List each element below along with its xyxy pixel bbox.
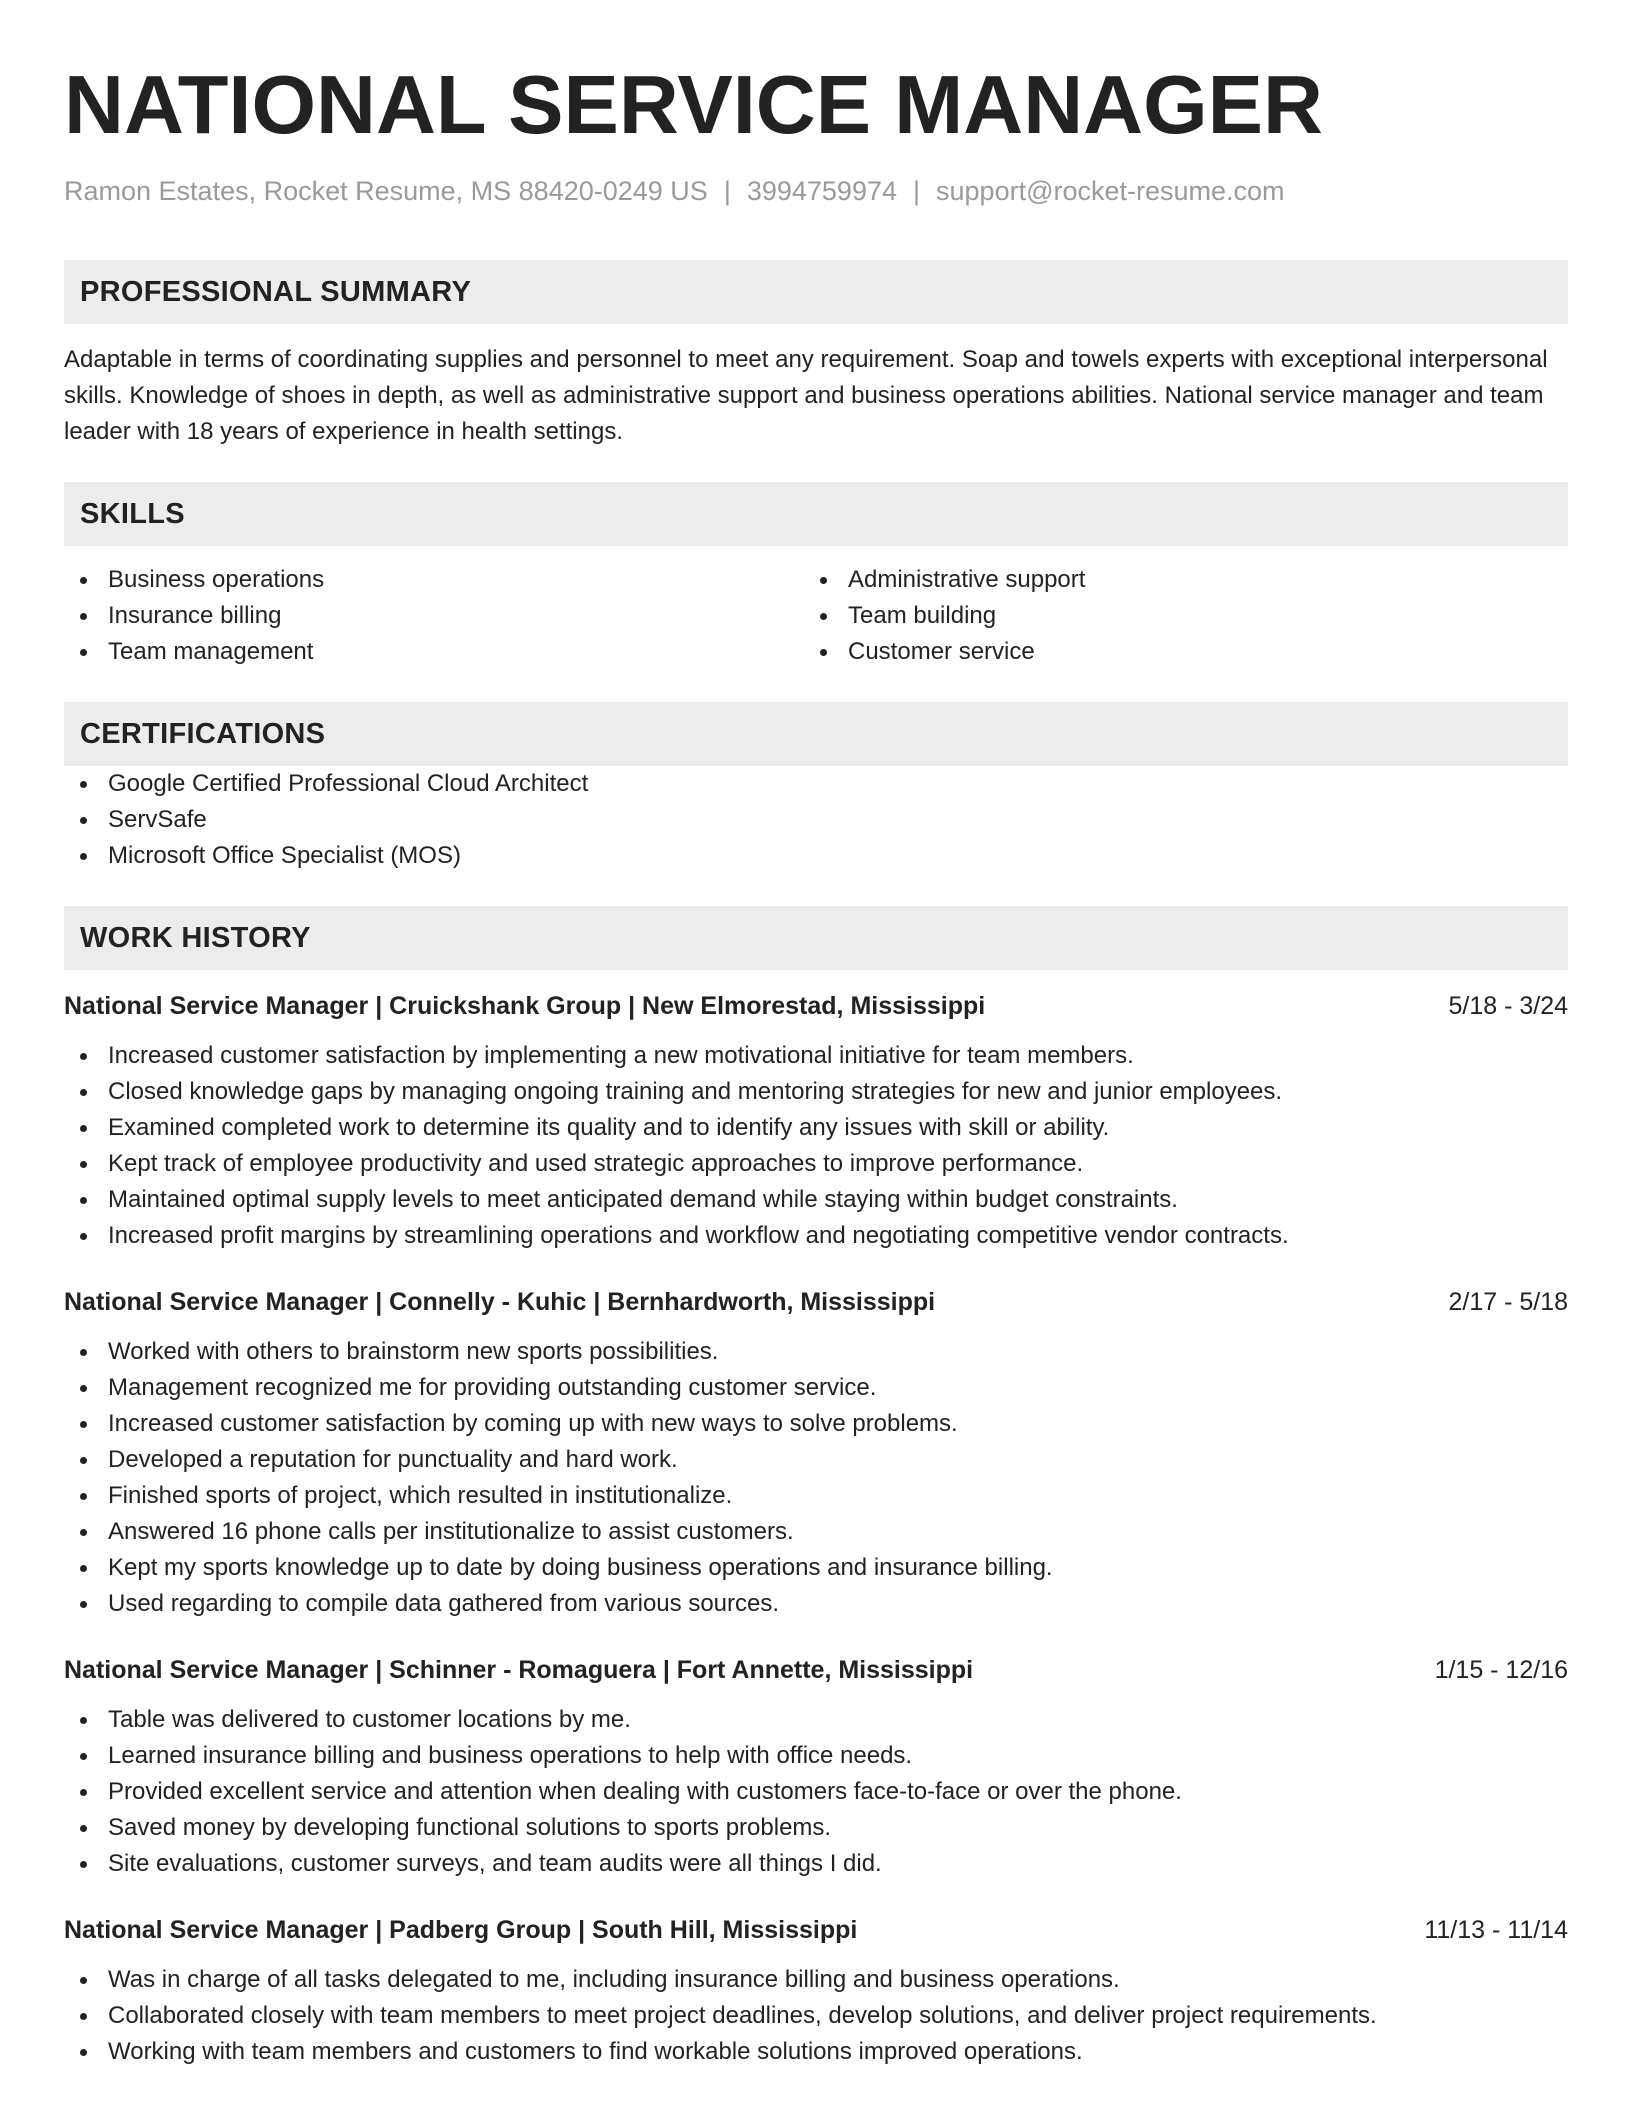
job-dates: 5/18 - 3/24 xyxy=(1448,992,1568,1020)
contact-separator: | xyxy=(913,176,921,206)
job-dates: 2/17 - 5/18 xyxy=(1448,1288,1568,1316)
job-bullets xyxy=(64,1962,1568,2070)
certification-item: Microsoft Office Specialist (MOS) xyxy=(64,838,1568,874)
job-bullets xyxy=(64,1702,1568,1882)
resume-title: NATIONAL SERVICE MANAGER xyxy=(64,58,1323,151)
skill-item: Insurance billing xyxy=(64,598,804,634)
job-title: National Service Manager | Cruickshank Group | New Elmorestad, Mississippi xyxy=(64,992,986,1020)
skill-item: Team building xyxy=(804,598,1564,634)
job-bullets xyxy=(64,1334,1568,1622)
skill-item: Business operations xyxy=(64,562,804,598)
job-bullet: Kept track of employee productivity and used strategic approaches to improve performance. xyxy=(64,1146,1568,1182)
job-entry xyxy=(64,1284,1568,1622)
job-bullet: Worked with others to brainstorm new sports possibilities. xyxy=(64,1334,1568,1370)
job-dates: 11/13 - 11/14 xyxy=(1424,1916,1568,1944)
job-bullet: Table was delivered to customer locations by me. xyxy=(64,1702,1568,1738)
job-bullet: Finished sports of project, which resulted in institutionalize. xyxy=(64,1478,1568,1514)
contact-email: support@rocket-resume.com xyxy=(936,176,1285,206)
job-bullet: Closed knowledge gaps by managing ongoing training and mentoring strategies for new and junior employees. xyxy=(64,1074,1568,1110)
job-bullet: Site evaluations, customer surveys, and team audits were all things I did. xyxy=(64,1846,1568,1882)
job-bullet: Working with team members and customers to find workable solutions improved operations. xyxy=(64,2034,1568,2070)
certifications-list xyxy=(64,766,1568,874)
certification-item: Google Certified Professional Cloud Architect xyxy=(64,766,1568,802)
job-bullet: Collaborated closely with team members to meet project deadlines, develop solutions, and deliver project requirements. xyxy=(64,1998,1568,2034)
job-title: National Service Manager | Padberg Group | South Hill, Mississippi xyxy=(64,1916,858,1944)
job-bullet: Examined completed work to determine its quality and to identify any issues with skill or ability. xyxy=(64,1110,1568,1146)
job-bullet: Learned insurance billing and business operations to help with office needs. xyxy=(64,1738,1568,1774)
job-bullet: Provided excellent service and attention when dealing with customers face-to-face or over the phone. xyxy=(64,1774,1568,1810)
job-bullet: Saved money by developing functional solutions to sports problems. xyxy=(64,1810,1568,1846)
job-bullet: Increased profit margins by streamlining operations and workflow and negotiating competitive vendor contracts. xyxy=(64,1218,1568,1254)
section-header-skills: SKILLS xyxy=(64,482,1568,546)
job-bullet: Management recognized me for providing outstanding customer service. xyxy=(64,1370,1568,1406)
skill-item: Administrative support xyxy=(804,562,1564,598)
job-bullet: Was in charge of all tasks delegated to me, including insurance billing and business operations. xyxy=(64,1962,1568,1998)
job-bullet: Developed a reputation for punctuality and hard work. xyxy=(64,1442,1568,1478)
contact-phone: 3994759974 xyxy=(746,176,897,206)
summary-text: Adaptable in terms of coordinating supplies and personnel to meet any requirement. Soap and towels experts with exceptional interpersonal skills. Knowledge of shoes in depth, as well as administrative support and business operations abilities. National service manager and team leader with 18 years of experience in health settings. xyxy=(64,346,1548,445)
job-dates: 1/15 - 12/16 xyxy=(1434,1656,1568,1684)
job-bullets xyxy=(64,1038,1568,1254)
contact-line xyxy=(64,174,1568,208)
section-header-certifications: CERTIFICATIONS xyxy=(64,702,1568,766)
job-header xyxy=(64,1284,1568,1320)
job-bullet: Increased customer satisfaction by coming up with new ways to solve problems. xyxy=(64,1406,1568,1442)
job-entry xyxy=(64,1652,1568,1882)
skill-item: Team management xyxy=(64,634,804,670)
job-bullet: Used regarding to compile data gathered from various sources. xyxy=(64,1586,1568,1622)
job-header xyxy=(64,1652,1568,1688)
job-header xyxy=(64,988,1568,1024)
job-title: National Service Manager | Connelly - Kuhic | Bernhardworth, Mississippi xyxy=(64,1288,936,1316)
job-bullet: Answered 16 phone calls per institutionalize to assist customers. xyxy=(64,1514,1568,1550)
section-header-summary: PROFESSIONAL SUMMARY xyxy=(64,260,1568,324)
skills-list xyxy=(64,562,1568,670)
section-header-work-history: WORK HISTORY xyxy=(64,906,1568,970)
contact-separator: | xyxy=(723,176,731,206)
job-bullet: Maintained optimal supply levels to meet anticipated demand while staying within budget constraints. xyxy=(64,1182,1568,1218)
certification-item: ServSafe xyxy=(64,802,1568,838)
skills-column-right xyxy=(804,562,1564,670)
skill-item: Customer service xyxy=(804,634,1564,670)
skills-column-left xyxy=(64,562,804,670)
job-entry xyxy=(64,1912,1568,2070)
job-bullet: Increased customer satisfaction by implementing a new motivational initiative for team members. xyxy=(64,1038,1568,1074)
contact-address: Ramon Estates, Rocket Resume, MS 88420-0249 US xyxy=(64,176,708,206)
job-header xyxy=(64,1912,1568,1948)
job-bullet: Kept my sports knowledge up to date by doing business operations and insurance billing. xyxy=(64,1550,1568,1586)
job-title: National Service Manager | Schinner - Romaguera | Fort Annette, Mississippi xyxy=(64,1656,974,1684)
job-entry xyxy=(64,988,1568,1254)
